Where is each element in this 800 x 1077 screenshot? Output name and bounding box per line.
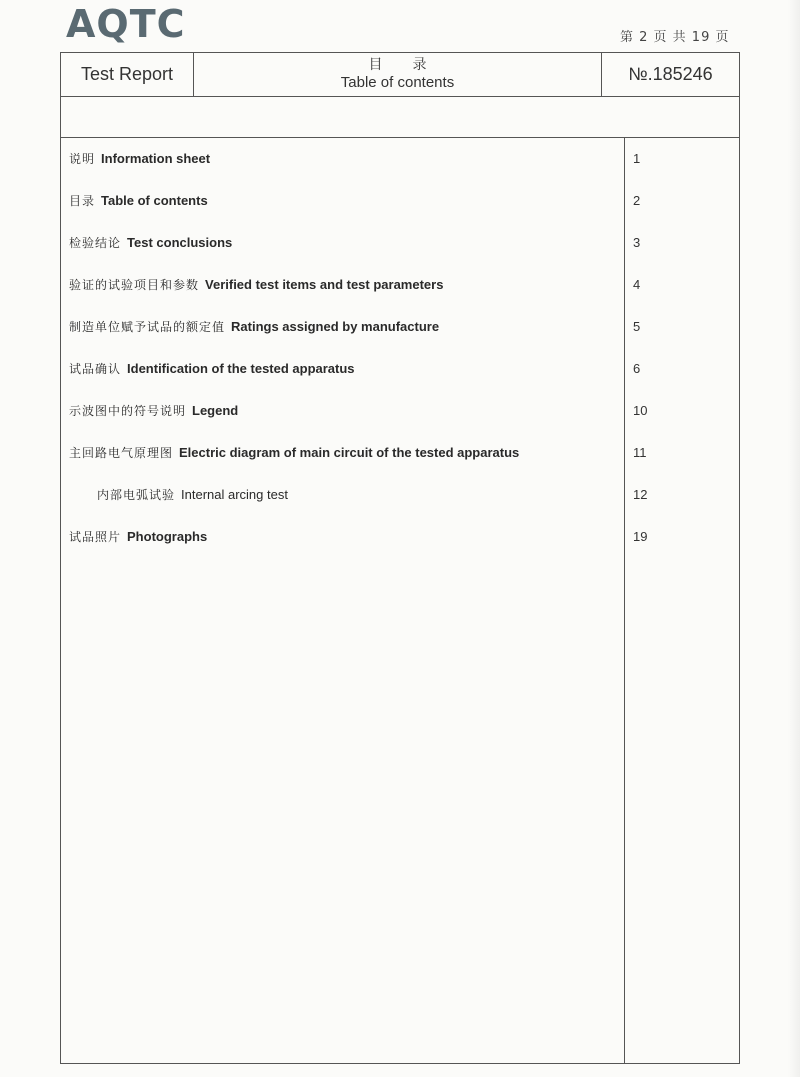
toc-entry-cn: 说明 [69, 152, 96, 166]
report-frame [60, 52, 740, 1064]
toc-entry [61, 526, 739, 548]
toc-entry-en: Internal arcing test [181, 487, 288, 502]
toc-entry-page: 5 [633, 319, 641, 334]
toc-entry-en: Legend [192, 403, 239, 418]
toc-subentry [61, 484, 739, 506]
toc-heading [194, 53, 602, 96]
report-label: Test Report [61, 53, 194, 96]
toc-entry [61, 274, 739, 296]
toc-entry-title [69, 358, 355, 380]
toc-entry-title [69, 526, 207, 548]
toc-heading-cn: 目录 [368, 57, 457, 73]
toc-entry-cn: 验证的试验项目和参数 [69, 278, 200, 292]
toc-entry-en: Identification of the tested apparatus [127, 361, 355, 376]
company-logo: AQTC [66, 2, 186, 46]
toc-entry-cn: 示波图中的符号说明 [69, 404, 187, 418]
toc-entry-en: Test conclusions [127, 235, 233, 250]
page-indicator: 第 2 页 共 19 页 [620, 30, 730, 45]
toc-entry [61, 190, 739, 212]
toc-entry-cn: 试品照片 [69, 530, 122, 544]
toc-entry-cn: 目录 [69, 194, 96, 208]
toc-entry-cn: 试品确认 [69, 362, 122, 376]
toc-entry-page: 3 [633, 235, 641, 250]
toc-entry-en: Photographs [127, 529, 208, 544]
toc-entry-page: 1 [633, 151, 641, 166]
toc-entry-page: 12 [633, 487, 648, 502]
toc-entry-cn: 检验结论 [69, 236, 122, 250]
toc-entry [61, 442, 739, 464]
toc-entry-cn: 主回路电气原理图 [69, 446, 174, 460]
toc-entry-page: 11 [633, 445, 647, 460]
toc-entry-page: 2 [633, 193, 641, 208]
toc-entry [61, 316, 739, 338]
toc-entry-page: 6 [633, 361, 641, 376]
blank-row [61, 96, 739, 138]
toc-entry-title [69, 316, 439, 338]
toc-entry [61, 358, 739, 380]
toc-entry-title [69, 400, 238, 422]
toc-entry-page: 19 [633, 529, 648, 544]
toc-entry-title [69, 190, 208, 212]
toc-entry [61, 400, 739, 422]
toc-heading-en: Table of contents [340, 74, 455, 91]
toc-entry-en: Information sheet [101, 151, 211, 166]
toc-entry-en: Ratings assigned by manufacture [231, 319, 440, 334]
report-number: №.185246 [628, 64, 713, 84]
toc-entry [61, 148, 739, 170]
toc-entry-title [69, 274, 443, 296]
toc-entry-en: Electric diagram of main circuit of the tested apparatus [179, 445, 520, 460]
toc-entry-en: Table of contents [101, 193, 208, 208]
report-header [61, 53, 739, 97]
toc-entry-cn: 制造单位赋予试品的额定值 [69, 320, 226, 334]
toc-entry [61, 232, 739, 254]
toc-entry-title [69, 148, 210, 170]
toc-entry-title [69, 442, 519, 464]
toc-entry-page: 4 [633, 277, 641, 292]
toc-entry-title [97, 484, 288, 506]
toc-entry-title [69, 232, 232, 254]
scan-edge [788, 0, 800, 1077]
toc-entry-page: 10 [633, 403, 648, 418]
toc-entry-cn: 内部电弧试验 [97, 488, 176, 502]
toc-entry-en: Verified test items and test parameters [205, 277, 444, 292]
